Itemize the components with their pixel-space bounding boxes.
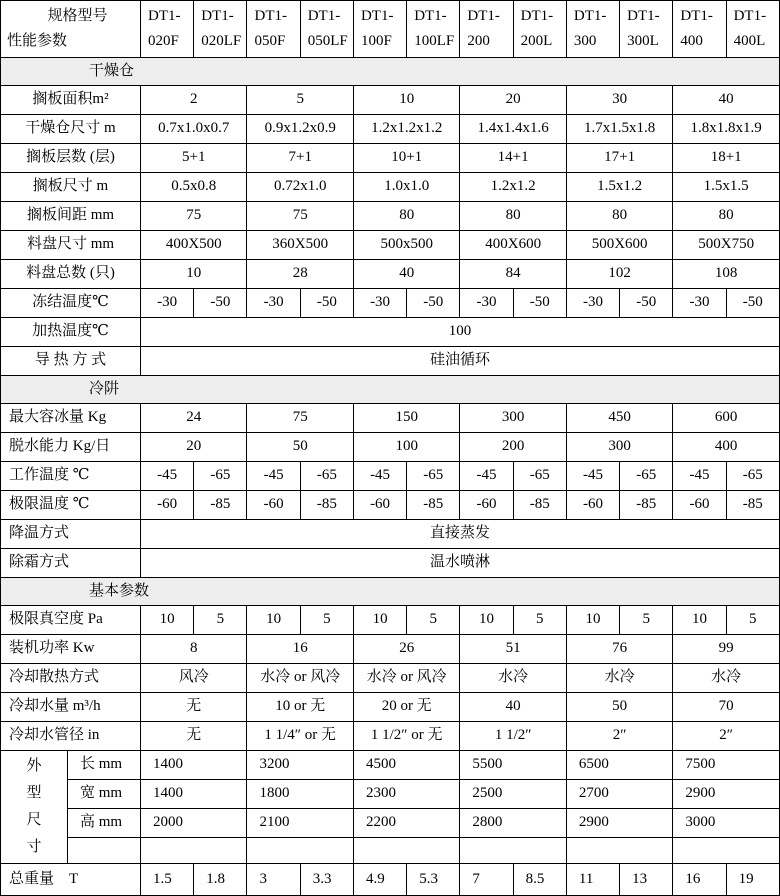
cell-value: -60 (353, 491, 406, 520)
row-label: 除霜方式 (1, 549, 141, 578)
table-row (1, 115, 780, 144)
table-row (1, 693, 780, 722)
table-row (1, 318, 780, 347)
cell-value: -50 (620, 289, 673, 318)
cell-value: 10 (141, 260, 247, 289)
cell-value: 450 (566, 404, 672, 433)
section-title: 冷阱 (1, 376, 780, 404)
cell-value: 10 (566, 606, 619, 635)
row-label: 冻结温度℃ (1, 289, 141, 318)
cell-value: 600 (673, 404, 780, 433)
cell-value: 1.2x1.2x1.2 (353, 115, 459, 144)
cell-value (673, 838, 780, 864)
cell-value: 20 (141, 433, 247, 462)
table-row (1, 347, 780, 376)
cell-value: -50 (300, 289, 353, 318)
cell-value: -60 (247, 491, 300, 520)
row-label: 冷却水管径 in (1, 722, 141, 751)
cell-value: 1.5x1.2 (566, 173, 672, 202)
row-label: 导 热 方 式 (1, 347, 141, 376)
corner-header (1, 1, 141, 58)
cell-value: -85 (300, 491, 353, 520)
sub-row-label: 宽 mm (68, 780, 141, 809)
sub-row-label: 长 mm (68, 751, 141, 780)
table-row (1, 404, 780, 433)
cell-value: 80 (566, 202, 672, 231)
cell-value: 300 (566, 433, 672, 462)
cell-value: 5 (300, 606, 353, 635)
cell-value: -45 (247, 462, 300, 491)
cell-line: 300 (573, 33, 597, 49)
cell-value: 2900 (673, 780, 780, 809)
cell-line: 020LF (201, 33, 242, 49)
cell-value: 76 (566, 635, 672, 664)
cell-value: 硅油循环 (141, 347, 780, 376)
cell-line: 050F (254, 33, 286, 49)
cell-value: 40 (460, 693, 566, 722)
table-row (1, 751, 780, 780)
cell-line: DT1- (148, 8, 181, 24)
cell-value: -30 (460, 289, 513, 318)
cell-value: 8.5 (513, 864, 566, 896)
cell-value: 40 (673, 86, 780, 115)
cell-value: 50 (247, 433, 353, 462)
cell-value: 3000 (673, 809, 780, 838)
cell-value: 5 (513, 606, 566, 635)
cell-value: 14+1 (460, 144, 566, 173)
table-row (1, 578, 780, 606)
vertical-char: 型 (26, 785, 42, 801)
cell-value: 5 (726, 606, 779, 635)
table-row (1, 462, 780, 491)
cell-value: 2 (141, 86, 247, 115)
cell-line: DT1- (360, 8, 394, 24)
cell-value: 水冷 or 风冷 (353, 664, 459, 693)
cell-value: 1.2x1.2 (460, 173, 566, 202)
cell-value: -50 (726, 289, 779, 318)
cell-value: 2100 (247, 809, 353, 838)
cell-value: 0.9x1.2x0.9 (247, 115, 353, 144)
cell-value: 84 (460, 260, 566, 289)
cell-value: 2900 (566, 809, 672, 838)
table-row (1, 173, 780, 202)
cell-value: 1 1/4″ or 无 (247, 722, 353, 751)
cell-value: 100 (141, 318, 780, 347)
cell-value: 2800 (460, 809, 566, 838)
cell-value: 10+1 (353, 144, 459, 173)
cell-value: 11 (566, 864, 619, 896)
cell-line: DT1- (520, 8, 554, 24)
cell-value: 1.5x1.5 (673, 173, 780, 202)
cell-line: 300L (627, 33, 659, 49)
cell-value: -65 (407, 462, 460, 491)
table-row (1, 780, 780, 809)
cell-line: 020F (148, 33, 179, 49)
table-row (1, 433, 780, 462)
cell-line: DT1- (733, 8, 767, 24)
cell-value: -30 (566, 289, 619, 318)
model-header (141, 1, 194, 58)
cell-value (566, 838, 672, 864)
cell-value: -65 (620, 462, 673, 491)
vertical-char: 外 (26, 758, 42, 774)
dimensions-vertical-label (1, 751, 68, 864)
table-row (1, 260, 780, 289)
cell-line: DT1- (627, 8, 660, 24)
cell-value: -65 (300, 462, 353, 491)
cell-value: -50 (513, 289, 566, 318)
table-row (1, 664, 780, 693)
cell-value: 5500 (460, 751, 566, 780)
cell-value: 无 (141, 693, 247, 722)
cell-value: 温水喷淋 (141, 549, 780, 578)
row-label: 装机功率 Kw (1, 635, 141, 664)
cell-value: 7 (460, 864, 513, 896)
cell-value: -65 (194, 462, 247, 491)
cell-value: 19 (726, 864, 779, 896)
cell-value: 10 (141, 606, 194, 635)
cell-value: 1.0x1.0 (353, 173, 459, 202)
cell-value: -60 (566, 491, 619, 520)
cell-value: 1.7x1.5x1.8 (566, 115, 672, 144)
cell-value: 3 (247, 864, 300, 896)
cell-value: -45 (141, 462, 194, 491)
vertical-char: 寸 (26, 839, 42, 855)
cell-value: 99 (673, 635, 780, 664)
table-row (1, 606, 780, 635)
cell-value: -30 (141, 289, 194, 318)
model-header (726, 1, 779, 58)
row-label: 加热温度℃ (1, 318, 141, 347)
cell-value: -50 (194, 289, 247, 318)
row-label: 极限真空度 Pa (1, 606, 141, 635)
cell-value: 7+1 (247, 144, 353, 173)
cell-value: 100 (353, 433, 459, 462)
cell-value: 30 (566, 86, 672, 115)
cell-line: 规格型号 (47, 8, 108, 24)
row-label: 冷却散热方式 (1, 664, 141, 693)
cell-value: -30 (673, 289, 726, 318)
cell-value: 风冷 (141, 664, 247, 693)
cell-value: -60 (460, 491, 513, 520)
cell-value: 2500 (460, 780, 566, 809)
cell-value: 500X750 (673, 231, 780, 260)
cell-value (247, 838, 353, 864)
cell-line: 400 (680, 33, 703, 49)
cell-line: DT1- (414, 8, 447, 24)
row-label: 冷却水量 m³/h (1, 693, 141, 722)
cell-value: 18+1 (673, 144, 780, 173)
model-header (460, 1, 513, 58)
table-row (1, 58, 780, 86)
cell-value: 1.5 (141, 864, 194, 896)
cell-value: 80 (673, 202, 780, 231)
model-header (513, 1, 566, 58)
cell-value: 2200 (353, 809, 459, 838)
cell-value: -85 (194, 491, 247, 520)
cell-value: 400 (673, 433, 780, 462)
row-label: 搁板尺寸 m (1, 173, 141, 202)
cell-value: 28 (247, 260, 353, 289)
cell-value: 5.3 (407, 864, 460, 896)
cell-value: -60 (141, 491, 194, 520)
table-row (1, 864, 780, 896)
cell-value: 水冷 (566, 664, 672, 693)
cell-value: 无 (141, 722, 247, 751)
cell-line: 100LF (414, 33, 455, 49)
cell-value: -65 (513, 462, 566, 491)
cell-value: 10 (353, 86, 459, 115)
cell-value: 5+1 (141, 144, 247, 173)
row-label: 降温方式 (1, 520, 141, 549)
table-row (1, 722, 780, 751)
cell-value: -65 (726, 462, 779, 491)
table-row (1, 144, 780, 173)
cell-value: 400X500 (141, 231, 247, 260)
cell-value: 5 (194, 606, 247, 635)
cell-value: 水冷 (673, 664, 780, 693)
cell-value: 1 1/2″ or 无 (353, 722, 459, 751)
cell-value: -85 (726, 491, 779, 520)
cell-value: -50 (407, 289, 460, 318)
cell-line: DT1- (307, 8, 341, 24)
cell-value: 75 (247, 202, 353, 231)
cell-value: 5 (247, 86, 353, 115)
model-header (407, 1, 460, 58)
cell-value: 水冷 or 风冷 (247, 664, 353, 693)
cell-value: 150 (353, 404, 459, 433)
cell-value: 200 (460, 433, 566, 462)
row-label: 料盘尺寸 mm (1, 231, 141, 260)
cell-value: -85 (620, 491, 673, 520)
cell-line: DT1- (254, 8, 287, 24)
cell-value: 2300 (353, 780, 459, 809)
cell-line: 100F (360, 33, 392, 49)
cell-line: 050LF (307, 33, 348, 49)
cell-value: 500x500 (353, 231, 459, 260)
cell-value: 10 (673, 606, 726, 635)
model-header (247, 1, 300, 58)
cell-value: 1.4x1.4x1.6 (460, 115, 566, 144)
cell-value (353, 838, 459, 864)
table-row (1, 491, 780, 520)
cell-value: 40 (353, 260, 459, 289)
model-header (300, 1, 353, 58)
cell-value: 16 (673, 864, 726, 896)
row-label: 极限温度 ℃ (1, 491, 141, 520)
section-title: 基本参数 (1, 578, 780, 606)
model-header (620, 1, 673, 58)
model-header (353, 1, 406, 58)
cell-value: -30 (247, 289, 300, 318)
cell-value: 70 (673, 693, 780, 722)
sub-row-label: 高 mm (68, 809, 141, 838)
table-row (1, 635, 780, 664)
row-label: 脱水能力 Kg/日 (1, 433, 141, 462)
cell-value: 3200 (247, 751, 353, 780)
cell-value: 水冷 (460, 664, 566, 693)
cell-value: 16 (247, 635, 353, 664)
cell-value: 0.5x0.8 (141, 173, 247, 202)
cell-value: 7500 (673, 751, 780, 780)
cell-value: 5 (620, 606, 673, 635)
cell-line: 200L (520, 33, 553, 49)
cell-value: 2700 (566, 780, 672, 809)
cell-value: 51 (460, 635, 566, 664)
cell-value: 4.9 (353, 864, 406, 896)
cell-value: 1400 (141, 780, 247, 809)
table-row (1, 809, 780, 838)
table-row (1, 289, 780, 318)
cell-line: DT1- (680, 8, 713, 24)
table-row (1, 376, 780, 404)
cell-value: 8 (141, 635, 247, 664)
cell-value: 50 (566, 693, 672, 722)
row-label: 搁板层数 (层) (1, 144, 141, 173)
cell-value: 直接蒸发 (141, 520, 780, 549)
model-header (566, 1, 619, 58)
cell-value: 360X500 (247, 231, 353, 260)
cell-value: 20 (460, 86, 566, 115)
row-label: 搁板面积m² (1, 86, 141, 115)
section-title: 干燥仓 (1, 58, 780, 86)
cell-value: -45 (673, 462, 726, 491)
cell-value: 17+1 (566, 144, 672, 173)
cell-value: 108 (673, 260, 780, 289)
cell-value: -60 (673, 491, 726, 520)
cell-value: -30 (353, 289, 406, 318)
cell-value: 10 (247, 606, 300, 635)
row-label: 料盘总数 (只) (1, 260, 141, 289)
row-label: 最大容冰量 Kg (1, 404, 141, 433)
cell-value: 6500 (566, 751, 672, 780)
table-row (1, 1, 780, 58)
cell-value: 80 (460, 202, 566, 231)
cell-value: 1.8x1.8x1.9 (673, 115, 780, 144)
model-header (194, 1, 247, 58)
cell-value: 0.72x1.0 (247, 173, 353, 202)
cell-value: 4500 (353, 751, 459, 780)
model-header (673, 1, 726, 58)
cell-value: 75 (247, 404, 353, 433)
table-row (1, 520, 780, 549)
table-row (1, 231, 780, 260)
cell-value: -85 (513, 491, 566, 520)
cell-value: -45 (566, 462, 619, 491)
cell-line: 400L (733, 33, 766, 49)
cell-value (141, 838, 247, 864)
cell-value (460, 838, 566, 864)
cell-value: 26 (353, 635, 459, 664)
cell-value: 1400 (141, 751, 247, 780)
cell-line: DT1- (201, 8, 234, 24)
cell-value: 3.3 (300, 864, 353, 896)
cell-value: -45 (460, 462, 513, 491)
cell-value: -85 (407, 491, 460, 520)
cell-value: 10 or 无 (247, 693, 353, 722)
vertical-char: 尺 (26, 812, 42, 828)
cell-value: 24 (141, 404, 247, 433)
cell-value: 80 (353, 202, 459, 231)
table-row (1, 838, 780, 864)
cell-value: 20 or 无 (353, 693, 459, 722)
cell-value: 2″ (673, 722, 780, 751)
cell-value: 2000 (141, 809, 247, 838)
cell-value: 400X600 (460, 231, 566, 260)
cell-value: 10 (460, 606, 513, 635)
row-label: 干燥仓尺寸 m (1, 115, 141, 144)
spec-table-body (1, 1, 780, 896)
cell-value: 13 (620, 864, 673, 896)
cell-value: -45 (353, 462, 406, 491)
cell-value: 0.7x1.0x0.7 (141, 115, 247, 144)
cell-value: 75 (141, 202, 247, 231)
row-label: 搁板间距 mm (1, 202, 141, 231)
table-row (1, 86, 780, 115)
cell-line: 200 (467, 33, 490, 49)
cell-value: 1800 (247, 780, 353, 809)
cell-value: 1 1/2″ (460, 722, 566, 751)
cell-line: DT1- (467, 8, 500, 24)
row-label: 总重量 T (1, 864, 141, 896)
cell-value: 102 (566, 260, 672, 289)
cell-value: 2″ (566, 722, 672, 751)
table-row (1, 549, 780, 578)
cell-value: 500X600 (566, 231, 672, 260)
sub-row-label (68, 838, 141, 864)
table-row (1, 202, 780, 231)
cell-value: 1.8 (194, 864, 247, 896)
cell-line: 性能参数 (7, 33, 68, 49)
cell-value: 5 (407, 606, 460, 635)
row-label: 工作温度 ℃ (1, 462, 141, 491)
cell-value: 10 (353, 606, 406, 635)
cell-value: 300 (460, 404, 566, 433)
cell-line: DT1- (573, 8, 607, 24)
